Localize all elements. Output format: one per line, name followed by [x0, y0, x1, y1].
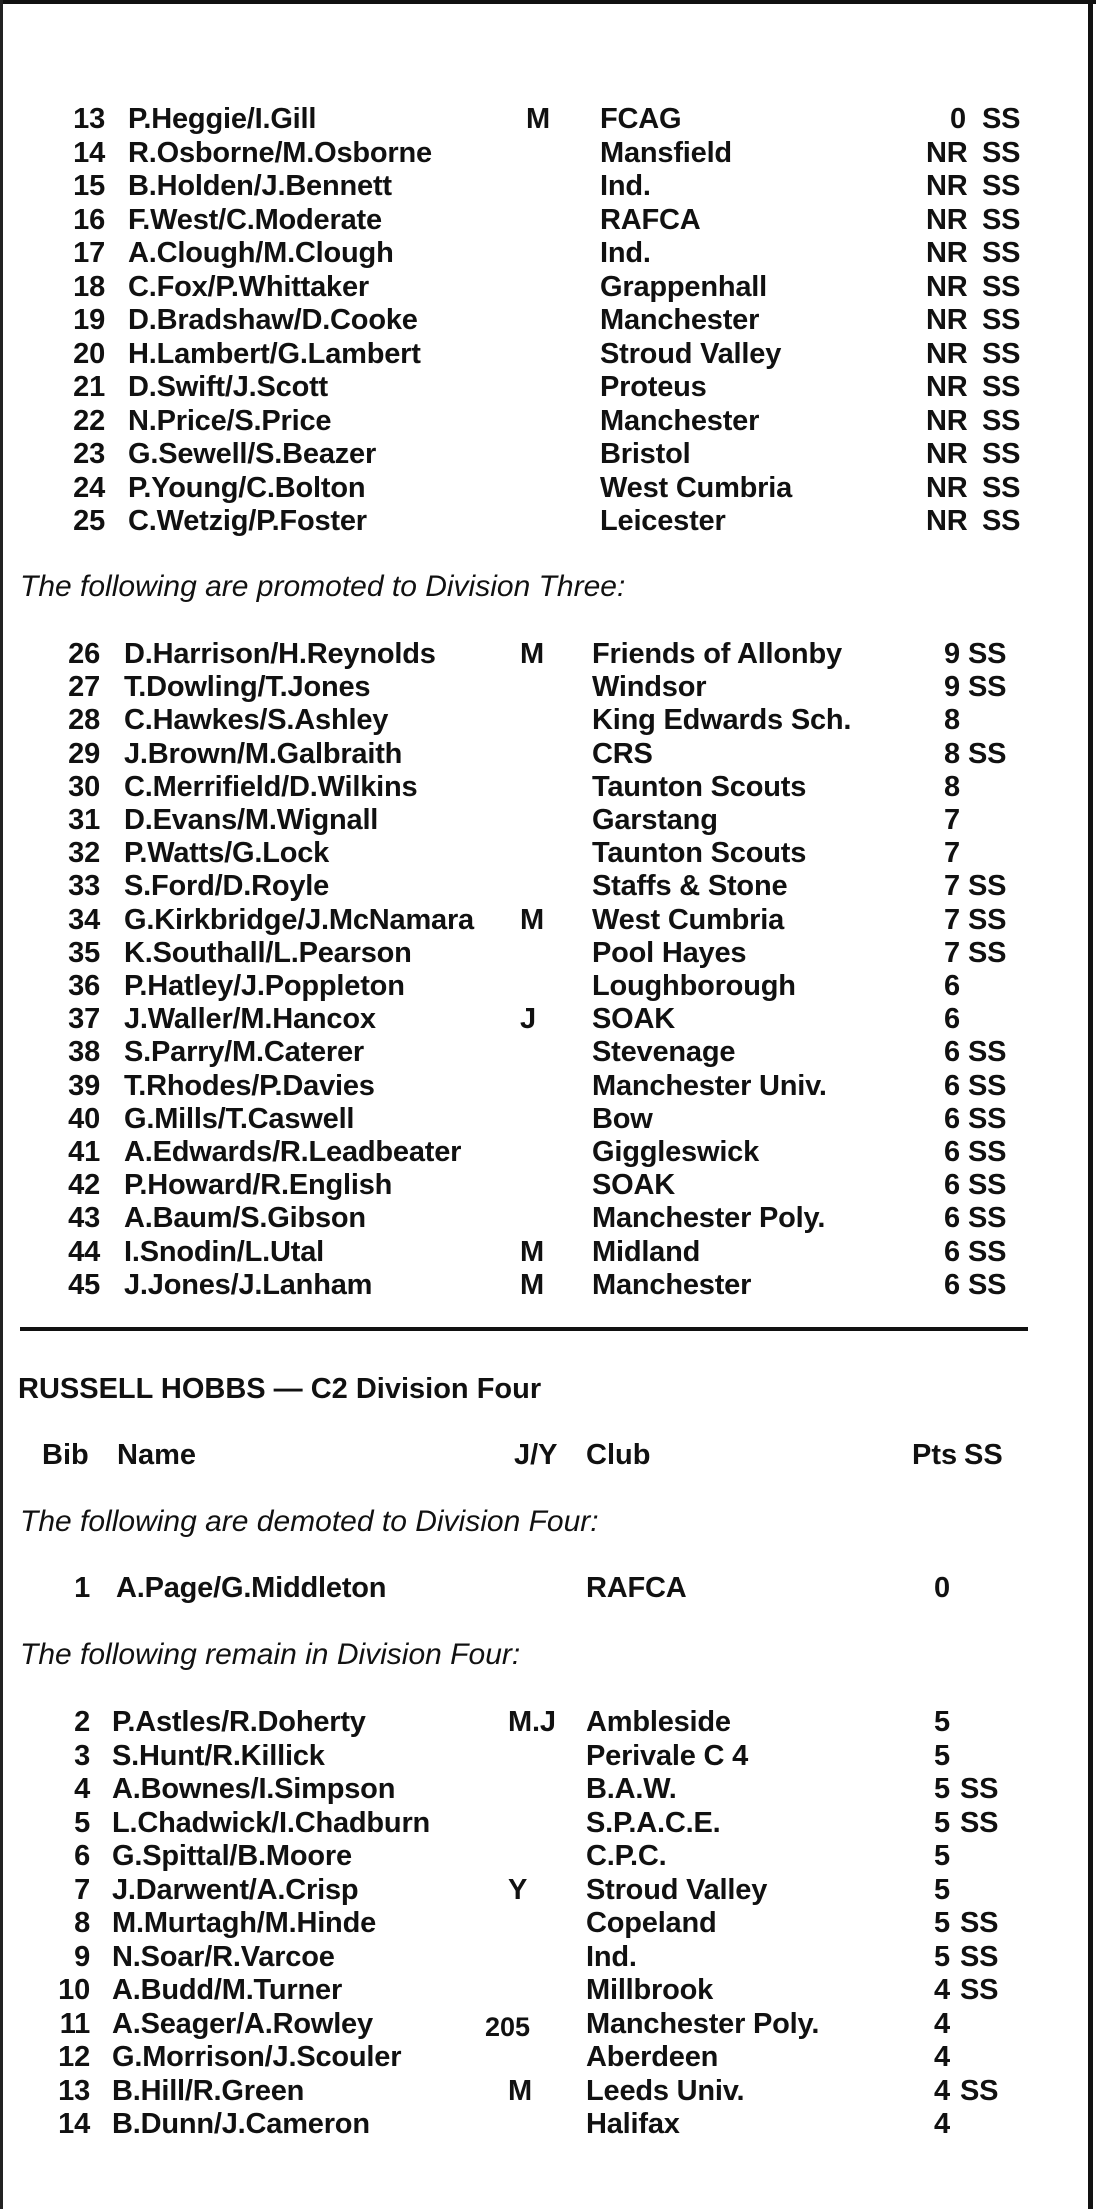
- table-row: [0, 1974, 1096, 2007]
- table-row: [0, 1202, 1096, 1235]
- table-row: [0, 204, 1096, 237]
- cell-club: West Cumbria: [600, 471, 793, 504]
- cell-ss: SS: [960, 1940, 999, 1973]
- cell-bib: 44: [68, 1235, 100, 1268]
- cell-bib: 31: [68, 804, 100, 836]
- cell-name: C.Merrifield/D.Wilkins: [124, 770, 418, 803]
- cell-name: I.Snodin/L.Utal: [124, 1235, 324, 1268]
- cell-name: P.Heggie/I.Gill: [128, 103, 317, 135]
- cell-name: S.Parry/M.Caterer: [124, 1036, 364, 1069]
- cell-bib: 8: [74, 1907, 90, 1939]
- cell-name: D.Swift/J.Scott: [128, 371, 329, 403]
- cell-club: Halifax: [586, 2108, 680, 2140]
- cell-club: Bristol: [600, 438, 691, 470]
- cell-name: J.Jones/J.Lanham: [124, 1268, 373, 1301]
- cell-club: CRS: [592, 737, 653, 770]
- cell-bib: 1: [74, 1572, 90, 1604]
- cell-name: C.Fox/P.Whittaker: [128, 270, 370, 303]
- cell-club: Taunton Scouts: [592, 770, 807, 803]
- table-row: [0, 1706, 1096, 1739]
- table-row: [0, 837, 1096, 870]
- cell-pts: 6: [944, 1003, 960, 1036]
- cell-bib: 2: [74, 1706, 90, 1738]
- cell-name: P.Hatley/J.Poppleton: [124, 970, 405, 1002]
- cell-bib: 9: [74, 1940, 90, 1973]
- cell-ss: SS: [982, 270, 1021, 303]
- cell-ss: SS: [982, 237, 1021, 269]
- table-row: [0, 970, 1096, 1003]
- cell-name: N.Price/S.Price: [128, 404, 332, 437]
- cell-pts: NR: [926, 304, 968, 336]
- cell-club: Proteus: [600, 371, 707, 403]
- table-row: [0, 2008, 1096, 2041]
- cell-bib: 16: [73, 203, 105, 236]
- cell-name: D.Evans/M.Wignall: [124, 804, 379, 836]
- cell-bib: 22: [73, 404, 105, 437]
- cell-pts: 6: [944, 1268, 960, 1301]
- cell-ss: SS: [968, 1202, 1007, 1235]
- cell-club: RAFCA: [600, 203, 701, 236]
- cell-name: D.Bradshaw/D.Cooke: [128, 304, 418, 336]
- table-row: [0, 671, 1096, 704]
- cell-name: A.Baum/S.Gibson: [124, 1202, 366, 1235]
- division-title: RUSSELL HOBBS — C2 Division Four: [18, 1373, 542, 1405]
- cell-bib: 40: [68, 1102, 100, 1135]
- cell-bib: 14: [73, 136, 105, 169]
- cell-club: Manchester: [600, 304, 760, 336]
- cell-bib: 13: [58, 2074, 90, 2107]
- cell-club: Manchester Poly.: [592, 1202, 826, 1235]
- table-row: [0, 2108, 1096, 2141]
- cell-club: Copeland: [586, 1907, 717, 1939]
- page-border-top: [0, 0, 1096, 4]
- cell-club: Giggleswick: [592, 1136, 760, 1168]
- table-row: [0, 1169, 1096, 1202]
- table-row: [0, 438, 1096, 471]
- table-row: [0, 1773, 1096, 1806]
- cell-pts: 7: [944, 903, 960, 936]
- cell-name: B.Hill/R.Green: [112, 2074, 305, 2107]
- cell-name: B.Holden/J.Bennett: [128, 170, 392, 202]
- table-row: [0, 1807, 1096, 1840]
- cell-ss: SS: [968, 1235, 1007, 1268]
- cell-name: H.Lambert/G.Lambert: [128, 337, 421, 370]
- cell-pts: 6: [944, 970, 960, 1002]
- cell-club: Manchester Poly.: [586, 2007, 820, 2040]
- cell-club: Staffs & Stone: [592, 870, 788, 903]
- cell-ss: SS: [960, 2074, 999, 2107]
- cell-ss: SS: [968, 870, 1007, 903]
- cell-club: Manchester: [592, 1268, 752, 1301]
- table-row: [0, 2041, 1096, 2074]
- cell-club: Aberdeen: [586, 2041, 719, 2073]
- cell-pts: 4: [934, 2108, 950, 2140]
- cell-pts: 8: [944, 770, 960, 803]
- cell-club: Leeds Univ.: [586, 2074, 745, 2107]
- cell-name: P.Watts/G.Lock: [124, 837, 330, 870]
- cell-jy: M: [526, 103, 550, 135]
- cell-name: N.Soar/R.Varcoe: [112, 1940, 335, 1973]
- cell-pts: 7: [944, 837, 960, 870]
- table-row: [0, 405, 1096, 438]
- cell-name: A.Bownes/I.Simpson: [112, 1773, 396, 1805]
- cell-name: T.Dowling/T.Jones: [124, 671, 371, 704]
- table-row: [0, 704, 1096, 737]
- cell-name: M.Murtagh/M.Hinde: [112, 1907, 377, 1939]
- cell-club: Windsor: [592, 671, 707, 704]
- header-ss: SS: [964, 1439, 1003, 1471]
- cell-jy: Y: [508, 1873, 528, 1906]
- promoted-note: The following are promoted to Division Three:: [20, 570, 626, 603]
- cell-pts: 6: [944, 1102, 960, 1135]
- cell-bib: 30: [68, 770, 100, 803]
- cell-bib: 3: [74, 1739, 90, 1772]
- cell-name: F.West/C.Moderate: [128, 203, 382, 236]
- cell-club: Mansfield: [600, 136, 732, 169]
- header-pts: Pts: [912, 1439, 958, 1471]
- table-row: [0, 170, 1096, 203]
- table-row: [0, 2075, 1096, 2108]
- cell-ss: SS: [968, 1102, 1007, 1135]
- cell-ss: SS: [982, 136, 1021, 169]
- cell-club: Taunton Scouts: [592, 837, 807, 870]
- cell-club: Friends of Allonby: [592, 638, 842, 670]
- cell-bib: 35: [68, 936, 100, 969]
- table-row: [0, 237, 1096, 270]
- cell-pts: 6: [944, 1069, 960, 1102]
- cell-name: G.Mills/T.Caswell: [124, 1102, 355, 1135]
- cell-club: Ind.: [600, 237, 651, 269]
- cell-club: Midland: [592, 1235, 701, 1268]
- cell-pts: 4: [934, 2041, 950, 2073]
- cell-club: Manchester Univ.: [592, 1069, 827, 1102]
- cell-club: C.P.C.: [586, 1840, 667, 1872]
- remain-note: The following remain in Division Four:: [20, 1638, 521, 1671]
- table-row: [0, 870, 1096, 903]
- cell-pts: NR: [926, 438, 968, 470]
- cell-pts: 6: [944, 1169, 960, 1202]
- demoted-note: The following are demoted to Division Four:: [20, 1505, 599, 1538]
- cell-name: G.Kirkbridge/J.McNamara: [124, 903, 474, 936]
- cell-bib: 25: [73, 505, 105, 537]
- cell-jy: M: [520, 903, 544, 936]
- cell-pts: NR: [926, 237, 968, 269]
- cell-pts: 7: [944, 870, 960, 903]
- cell-club: Ind.: [586, 1940, 637, 1973]
- cell-name: A.Clough/M.Clough: [128, 237, 394, 269]
- table-row: [0, 505, 1096, 538]
- cell-club: S.P.A.C.E.: [586, 1806, 721, 1839]
- section-divider: [20, 1327, 1028, 1331]
- cell-jy: J: [520, 1003, 536, 1036]
- cell-pts: NR: [926, 371, 968, 403]
- cell-bib: 18: [73, 270, 105, 303]
- cell-pts: 5: [934, 1806, 950, 1839]
- cell-jy: M.J: [508, 1706, 556, 1738]
- header-club: Club: [586, 1439, 651, 1471]
- cell-ss: SS: [968, 1136, 1007, 1168]
- table-row: [0, 1840, 1096, 1873]
- table-row: [0, 638, 1096, 671]
- cell-pts: 9: [944, 638, 960, 670]
- cell-bib: 28: [68, 704, 100, 737]
- cell-club: Garstang: [592, 804, 718, 836]
- cell-ss: SS: [968, 1268, 1007, 1301]
- cell-club: FCAG: [600, 103, 682, 135]
- cell-ss: SS: [968, 1169, 1007, 1202]
- table-row: [0, 771, 1096, 804]
- cell-bib: 11: [59, 2007, 90, 2040]
- cell-ss: SS: [968, 1069, 1007, 1102]
- cell-name: G.Sewell/S.Beazer: [128, 438, 377, 470]
- cell-bib: 23: [73, 438, 105, 470]
- cell-name: A.Page/G.Middleton: [116, 1572, 387, 1604]
- cell-bib: 13: [73, 103, 105, 135]
- cell-club: Stevenage: [592, 1036, 736, 1069]
- cell-bib: 27: [68, 671, 100, 704]
- cell-ss: SS: [982, 471, 1021, 504]
- cell-pts: 5: [934, 1873, 950, 1906]
- cell-club: Perivale C 4: [586, 1739, 749, 1772]
- cell-ss: SS: [982, 337, 1021, 370]
- cell-ss: SS: [982, 505, 1021, 537]
- cell-name: R.Osborne/M.Osborne: [128, 136, 432, 169]
- cell-bib: 38: [68, 1036, 100, 1069]
- cell-pts: NR: [926, 505, 968, 537]
- cell-bib: 43: [68, 1202, 100, 1235]
- cell-bib: 5: [74, 1806, 90, 1839]
- cell-club: SOAK: [592, 1169, 675, 1202]
- cell-club: Stroud Valley: [586, 1873, 768, 1906]
- cell-ss: SS: [968, 671, 1007, 704]
- cell-bib: 26: [68, 638, 100, 670]
- cell-pts: 4: [934, 2007, 950, 2040]
- cell-name: J.Brown/M.Galbraith: [124, 737, 403, 770]
- cell-bib: 15: [73, 170, 105, 202]
- cell-bib: 33: [68, 870, 100, 903]
- cell-club: Ambleside: [586, 1706, 731, 1738]
- cell-bib: 6: [74, 1840, 90, 1872]
- cell-name: G.Spittal/B.Moore: [112, 1840, 352, 1872]
- cell-ss: SS: [982, 203, 1021, 236]
- cell-pts: NR: [926, 471, 968, 504]
- cell-club: SOAK: [592, 1003, 675, 1036]
- cell-bib: 24: [73, 471, 105, 504]
- cell-name: K.Southall/L.Pearson: [124, 936, 412, 969]
- cell-pts: 5: [934, 1940, 950, 1973]
- table-row: [0, 1907, 1096, 1940]
- table-row: [0, 1036, 1096, 1069]
- cell-jy: M: [520, 1235, 544, 1268]
- cell-name: T.Rhodes/P.Davies: [124, 1069, 375, 1102]
- table-row: [0, 271, 1096, 304]
- cell-club: Pool Hayes: [592, 936, 747, 969]
- cell-name: J.Waller/M.Hancox: [124, 1003, 376, 1036]
- table-row: [0, 1941, 1096, 1974]
- table-row: [0, 1070, 1096, 1103]
- cell-pts: 5: [934, 1773, 950, 1805]
- cell-club: Millbrook: [586, 1974, 714, 2006]
- cell-bib: 29: [68, 737, 100, 770]
- cell-ss: SS: [982, 404, 1021, 437]
- cell-pts: 6: [944, 1235, 960, 1268]
- cell-pts: NR: [926, 270, 968, 303]
- cell-ss: SS: [960, 1907, 999, 1939]
- table-row: [0, 904, 1096, 937]
- table-row: [0, 103, 1096, 136]
- cell-pts: NR: [926, 203, 968, 236]
- cell-ss: SS: [960, 1773, 999, 1805]
- cell-name: G.Morrison/J.Scouler: [112, 2041, 402, 2073]
- cell-bib: 36: [68, 970, 100, 1002]
- cell-pts: 7: [944, 804, 960, 836]
- table-row: [0, 1236, 1096, 1269]
- cell-ss: SS: [960, 1974, 999, 2006]
- table-row: [0, 738, 1096, 771]
- cell-club: Grappenhall: [600, 270, 767, 303]
- page-number: 205: [485, 2012, 531, 2042]
- cell-pts: 7: [944, 936, 960, 969]
- cell-name: A.Edwards/R.Leadbeater: [124, 1136, 462, 1168]
- cell-ss: SS: [968, 936, 1007, 969]
- cell-ss: SS: [982, 438, 1021, 470]
- cell-name: P.Young/C.Bolton: [128, 471, 366, 504]
- cell-pts: 0: [950, 103, 966, 135]
- table-row: [0, 1740, 1096, 1773]
- cell-club: RAFCA: [586, 1572, 687, 1604]
- cell-name: C.Hawkes/S.Ashley: [124, 704, 389, 737]
- cell-ss: SS: [982, 304, 1021, 336]
- cell-pts: NR: [926, 337, 968, 370]
- cell-pts: 6: [944, 1036, 960, 1069]
- cell-bib: 32: [68, 837, 100, 870]
- table-row: [0, 472, 1096, 505]
- cell-bib: 14: [58, 2108, 90, 2140]
- cell-name: J.Darwent/A.Crisp: [112, 1873, 359, 1906]
- cell-name: S.Ford/D.Royle: [124, 870, 330, 903]
- cell-jy: M: [520, 1268, 544, 1301]
- cell-ss: SS: [968, 903, 1007, 936]
- cell-club: Stroud Valley: [600, 337, 782, 370]
- header-bib: Bib: [42, 1439, 89, 1471]
- cell-ss: SS: [982, 371, 1021, 403]
- table-row: [0, 1103, 1096, 1136]
- cell-ss: SS: [968, 737, 1007, 770]
- cell-club: Ind.: [600, 170, 651, 202]
- table-row: [0, 804, 1096, 837]
- cell-jy: M: [520, 638, 544, 670]
- cell-pts: 8: [944, 737, 960, 770]
- cell-bib: 21: [73, 371, 105, 403]
- cell-club: Loughborough: [592, 970, 796, 1002]
- cell-bib: 4: [74, 1773, 90, 1805]
- cell-name: B.Dunn/J.Cameron: [112, 2108, 370, 2140]
- table-row: [0, 1874, 1096, 1907]
- cell-ss: SS: [982, 103, 1021, 135]
- cell-bib: 20: [73, 337, 105, 370]
- cell-ss: SS: [960, 1806, 999, 1839]
- cell-bib: 39: [68, 1069, 100, 1102]
- table-header: [0, 1438, 1096, 1472]
- cell-bib: 42: [68, 1169, 100, 1202]
- cell-name: A.Budd/M.Turner: [112, 1974, 343, 2006]
- cell-club: West Cumbria: [592, 903, 785, 936]
- cell-pts: 5: [934, 1907, 950, 1939]
- cell-bib: 12: [58, 2041, 90, 2073]
- header-jy: J/Y: [514, 1439, 558, 1471]
- table-row: [0, 1003, 1096, 1036]
- cell-club: Leicester: [600, 505, 726, 537]
- cell-pts: NR: [926, 404, 968, 437]
- table-row: [0, 338, 1096, 371]
- cell-pts: 5: [934, 1840, 950, 1872]
- cell-bib: 17: [73, 237, 105, 269]
- cell-bib: 41: [68, 1136, 100, 1168]
- cell-pts: 6: [944, 1202, 960, 1235]
- cell-bib: 10: [58, 1974, 90, 2006]
- cell-name: P.Astles/R.Doherty: [112, 1706, 366, 1738]
- cell-pts: 5: [934, 1739, 950, 1772]
- cell-bib: 45: [68, 1268, 100, 1301]
- cell-name: S.Hunt/R.Killick: [112, 1739, 325, 1772]
- cell-club: B.A.W.: [586, 1773, 677, 1805]
- cell-bib: 19: [73, 304, 105, 336]
- cell-pts: 9: [944, 671, 960, 704]
- cell-club: Manchester: [600, 404, 760, 437]
- cell-club: King Edwards Sch.: [592, 704, 852, 737]
- cell-name: C.Wetzig/P.Foster: [128, 505, 367, 537]
- header-name: Name: [117, 1439, 196, 1471]
- cell-pts: 4: [934, 2074, 950, 2107]
- cell-bib: 34: [68, 903, 100, 936]
- table-row: [0, 937, 1096, 970]
- cell-jy: M: [508, 2074, 532, 2107]
- cell-name: A.Seager/A.Rowley: [112, 2007, 373, 2040]
- cell-pts: 5: [934, 1706, 950, 1738]
- table-row: [0, 1572, 1096, 1605]
- table-row: [0, 304, 1096, 337]
- cell-bib: 37: [68, 1003, 100, 1036]
- cell-name: L.Chadwick/I.Chadburn: [112, 1806, 431, 1839]
- cell-ss: SS: [968, 1036, 1007, 1069]
- table-row: [0, 137, 1096, 170]
- table-row: [0, 1269, 1096, 1302]
- table-row: [0, 1136, 1096, 1169]
- cell-pts: NR: [926, 170, 968, 202]
- cell-name: D.Harrison/H.Reynolds: [124, 638, 436, 670]
- cell-pts: 0: [934, 1572, 950, 1604]
- cell-ss: SS: [982, 170, 1021, 202]
- cell-pts: 8: [944, 704, 960, 737]
- cell-pts: 4: [934, 1974, 950, 2006]
- table-row: [0, 371, 1096, 404]
- cell-pts: 6: [944, 1136, 960, 1168]
- cell-bib: 7: [74, 1873, 90, 1906]
- cell-name: P.Howard/R.English: [124, 1169, 393, 1202]
- cell-club: Bow: [592, 1102, 653, 1135]
- cell-pts: NR: [926, 136, 968, 169]
- cell-ss: SS: [968, 638, 1007, 670]
